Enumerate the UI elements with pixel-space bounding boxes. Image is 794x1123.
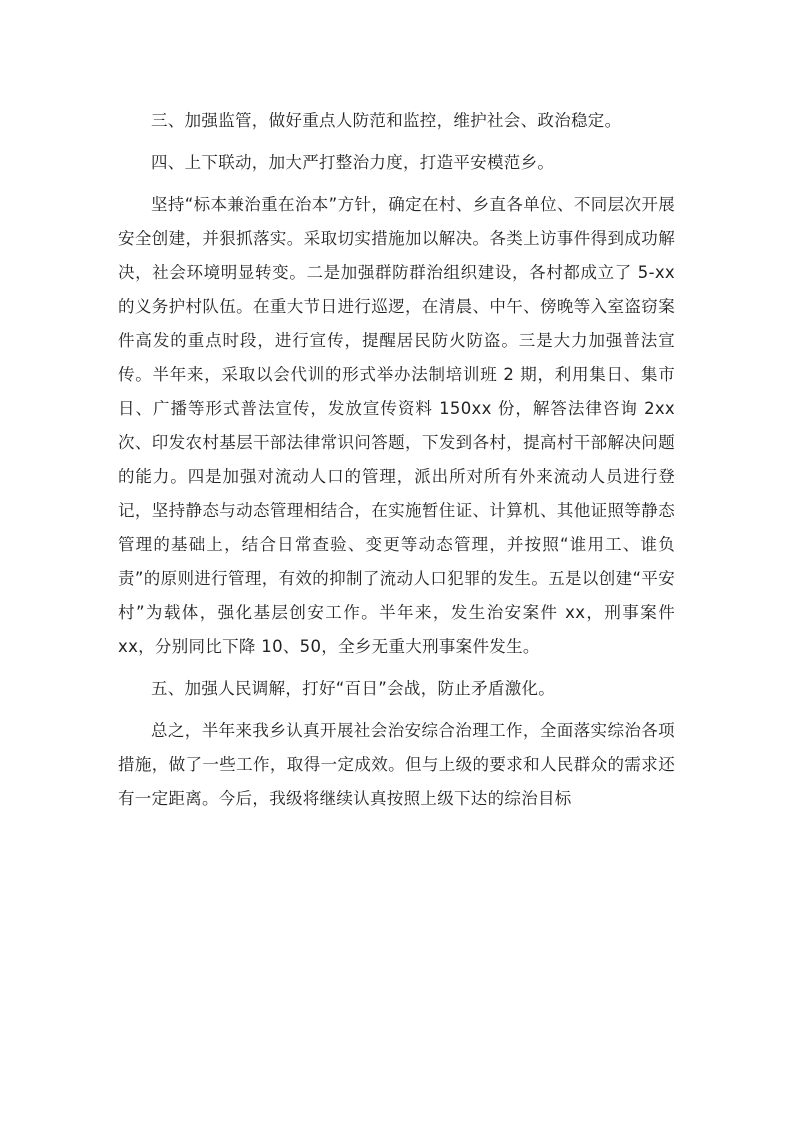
section-heading-four: 四、上下联动，加大严打整治力度，打造平安模范乡。: [151, 153, 555, 172]
section-heading-three: 三、加强监管，做好重点人防范和监控，维护社会、政治稳定。: [151, 111, 622, 130]
document-body: [118, 104, 675, 824]
body-paragraph-summary: 总之，半年来我乡认真开展社会治安综合治理工作，全面落实综治各项措施，做了一些工作，取得一定成效。但与上级的要求和人民群众的需求还有一定距离。今后，我级将继续认真按照上级下达的综治目标: [118, 721, 675, 808]
section-heading-five: 五、加强人民调解，打好“百日”会战，防止矛盾激化。: [151, 679, 556, 698]
body-paragraph-measures: 坚持“标本兼治重在治本”方针，确定在村、乡直各单位、不同层次开展安全创建，并狠抓落实。采取切实措施加以解决。各类上访事件得到成功解决，社会环境明显转变。二是加强群防群治组织建设，各村都成立了 5-xx 的义务护村队伍。在重大节日进行巡逻，在清晨、中午、傍晚等入室盗窃案件高发的重点时段，进行宣传，提醒居民防火防盗。三是大力加强普法宣传。半年来，采取以会代训的形式举办法制培训班 2 期，利用集日、集市日、广播等形式普法宣传，发放宣传资料 150xx 份，解答法律咨询 2xx 次、印发农村基层干部法律常识问答题，下发到各村，提高村干部解决问题的能力。四是加强对流动人口的管理，派出所对所有外来流动人员进行登记，坚持静态与动态管理相结合，在实施暂住证、计算机、其他证照等静态管理的基础上，结合日常查验、变更等动态管理，并按照“谁用工、谁负责”的原则进行管理，有效的抑制了流动人口犯罪的发生。五是以创建“平安村”为载体，强化基层创安工作。半年来，发生治安案件 xx，刑事案件 xx，分别同比下降 10、50，全乡无重大刑事案件发生。: [118, 195, 675, 656]
